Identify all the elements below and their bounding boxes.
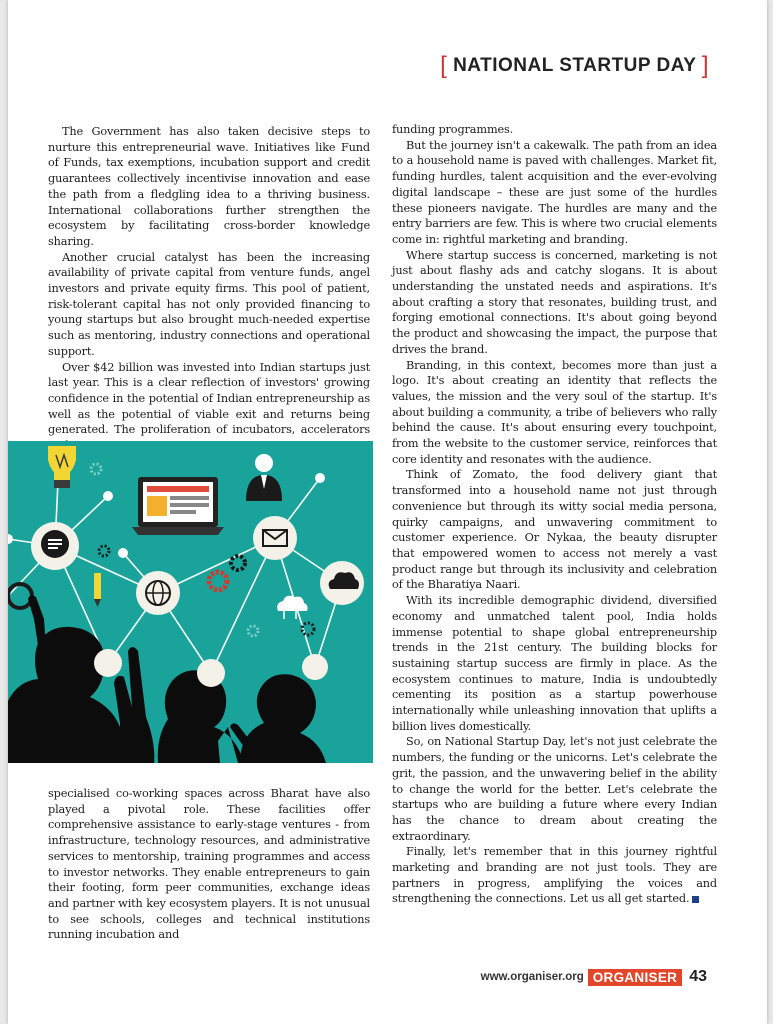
paragraph: Branding, in this context, becomes more than just a logo. It's about creating an identity that reflects the values, the mission and the very soul of the startup. It's about building a community, a tribe of believers who rally behind the cause. It's about ensuring every touchpoint, from the website to the customer service, reinforces that core identity and resonates with the audience.	[392, 358, 717, 466]
cloud-network-icon	[277, 596, 307, 619]
paragraph: specialised co-working spaces across Bharat have also played a pivotal role. These facilities offer comprehensive assistance to early-stage ventures - from infrastructure, technology resources, and administrative services to mentorship, training programmes and access to investor networks. They enable entrepreneurs to gain their footing, form peer communities, exchange ideas and partner with key ecosystem players. It is not unusual to see schools, colleges and technical institutions running incubation and	[48, 787, 370, 942]
right-column	[392, 122, 717, 907]
paragraph: Another crucial catalyst has been the increasing availability of private capital from venture funds, angel investors and private equity firms. This pool of patient, risk-tolerant capital has not only provided financing to young startups but also brought much-needed expertise such as mentoring, industry connections and operational support.	[48, 250, 370, 358]
businessman-icon	[246, 454, 282, 501]
cloud-upload-icon	[320, 561, 364, 605]
lightbulb-icon	[48, 446, 76, 488]
paragraph: The Government has also taken decisive steps to nurture this entrepreneurial wave. Initiatives like Fund of Funds, tax exemptions, incubation support and credit guarantees collectively incentivise innovation and ease the path from a fledgling idea to a thriving business. International collaborations further strengthen the ecosystem by facilitating cross-border knowledge sharing.	[48, 125, 370, 248]
globe-icon	[136, 571, 180, 615]
section-title: NATIONAL STARTUP DAY	[453, 55, 697, 76]
section-header	[440, 50, 709, 78]
pencil-icon	[94, 573, 101, 607]
footer-url[interactable]: www.organiser.org	[480, 971, 584, 983]
paragraph: funding programmes.	[392, 123, 514, 136]
header-bracket-left: [	[440, 52, 448, 79]
startup-network-illustration	[8, 441, 373, 763]
magazine-page	[8, 0, 767, 1024]
envelope-icon	[253, 516, 297, 560]
left-column-top	[48, 124, 370, 454]
page-footer	[481, 968, 707, 986]
paragraph: Where startup success is concerned, marketing is not just about flashy ads and catchy slogans. It is about understanding the unstated needs and aspirations. It's about crafting a story that resonates, building trust, and forging emotional connections. It's about going beyond the product and showcasing the impact, the purpose that drives the brand.	[392, 248, 717, 356]
publication-logo: ORGANISER	[588, 969, 682, 986]
paragraph: But the journey isn't a cakewalk. The path from an idea to a household name is paved with challenges. Market fit, funding hurdles, talent acquisition and the ever-evolving digital landscape – these are just some of the hurdles these pioneers navigate. The hurdles are many and the entry barriers are few. This is where two crucial elements come in: rightful marketing and branding.	[392, 138, 717, 246]
closing-paragraph	[392, 844, 717, 907]
page-number: 43	[689, 968, 707, 985]
header-bracket-right: ]	[701, 52, 709, 79]
end-of-article-mark	[692, 896, 699, 903]
paragraph: With its incredible demographic dividend, diversified economy and unmatched talent pool, India holds immense potential to shape global entrepreneurship trends in the 21st century. The building blocks for sustaining startup success are firmly in place. As the ecosystem continues to mature, India is undoubtedly cementing its position as a startup powerhouse internationally while unleashing innovation that uplifts a billion lives domestically.	[392, 594, 717, 733]
laptop-icon	[132, 477, 224, 535]
closing-text: Finally, let's remember that in this journey rightful marketing and branding are not just tools. They are partners in progress, amplifying the voices and strengthening the connections. Let us all get started.	[392, 845, 717, 906]
paragraph: Over $42 billion was invested into Indian startups just last year. This is a clear reflection of investors' growing confidence in the potential of Indian entrepreneurship as well as the potential of viable exit and returns being generated. The proliferation of incubators, accelerators	[48, 360, 370, 437]
left-column-bottom	[48, 786, 370, 943]
paragraph: Think of Zomato, the food delivery giant that transformed into a household name not just through convenience but through its witty social media persona, quirky campaigns, and unwavering commitment to customer experience. Or Nykaa, the beauty disrupter that empowered women to access not merely a vast product range but through its inclusivity and celebration of the Bharatiya Naari.	[392, 468, 717, 592]
chat-bubble-icon	[31, 522, 79, 570]
paragraph: So, on National Startup Day, let's not just celebrate the numbers, the funding or the unicorns. Let's celebrate the grit, the passion, and the unwavering belief in the ability to change the world for the better. Let's celebrate the startups who are building a future where every Indian has the chance to dream about creating the extraordinary.	[392, 735, 717, 843]
